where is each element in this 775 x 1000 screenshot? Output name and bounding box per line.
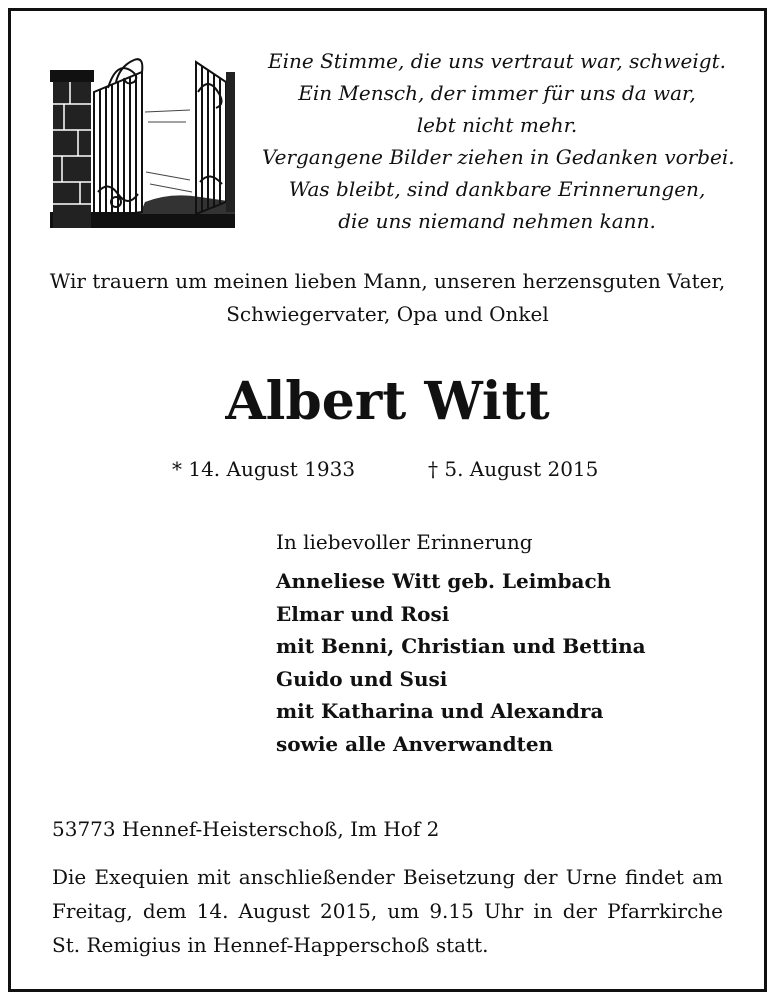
poem-line: lebt nicht mehr. (416, 113, 578, 137)
death-date: † 5. August 2015 (428, 457, 599, 481)
mourner-entry: Anneliese Witt geb. Leimbach (276, 569, 612, 593)
mourner-entry: Guido und Susi (276, 666, 448, 691)
poem-line: Ein Mensch, der immer für uns da war, (298, 81, 696, 105)
mourner-entry: mit Katharina und Alexandra (276, 699, 604, 723)
deceased-name: Albert Witt (225, 371, 550, 432)
mourner-entry: sowie alle Anverwandten (276, 731, 554, 756)
intro-line: Wir trauern um meinen lieben Mann, unseren herzensguten Vater, (49, 269, 726, 293)
poem-line: die uns niemand nehmen kann. (338, 209, 656, 233)
remembrance-heading: In liebevoller Erinnerung (276, 530, 533, 554)
mourner-entry: mit Benni, Christian und Bettina (276, 634, 646, 658)
notice-line: St. Remigius in Hennef-Happerschoß statt. (52, 933, 489, 957)
intro-line: Schwiegervater, Opa und Onkel (226, 302, 549, 326)
notice-line: Freitag, dem 14. August 2015, um 9.15 Uhr in der Pfarrkirche (52, 899, 723, 923)
mourning-intro (30, 265, 745, 331)
poem-line: Was bleibt, sind dankbare Erinnerungen, (288, 177, 706, 201)
address: 53773 Hennef-Heisterschoß, Im Hof 2 (52, 817, 440, 841)
poem (262, 45, 735, 237)
poem-line: Eine Stimme, die uns vertraut war, schweigt. (268, 49, 726, 73)
mourner-entry: Elmar und Rosi (276, 601, 450, 626)
birth-date: * 14. August 1933 (172, 457, 356, 481)
poem-line: Vergangene Bilder ziehen in Gedanken vorbei. (262, 145, 735, 169)
funeral-notice (52, 860, 723, 962)
mourners-list (276, 565, 646, 760)
open-gate-illustration (50, 52, 235, 228)
notice-line: Die Exequien mit anschließender Beisetzung der Urne findet am (52, 865, 723, 889)
